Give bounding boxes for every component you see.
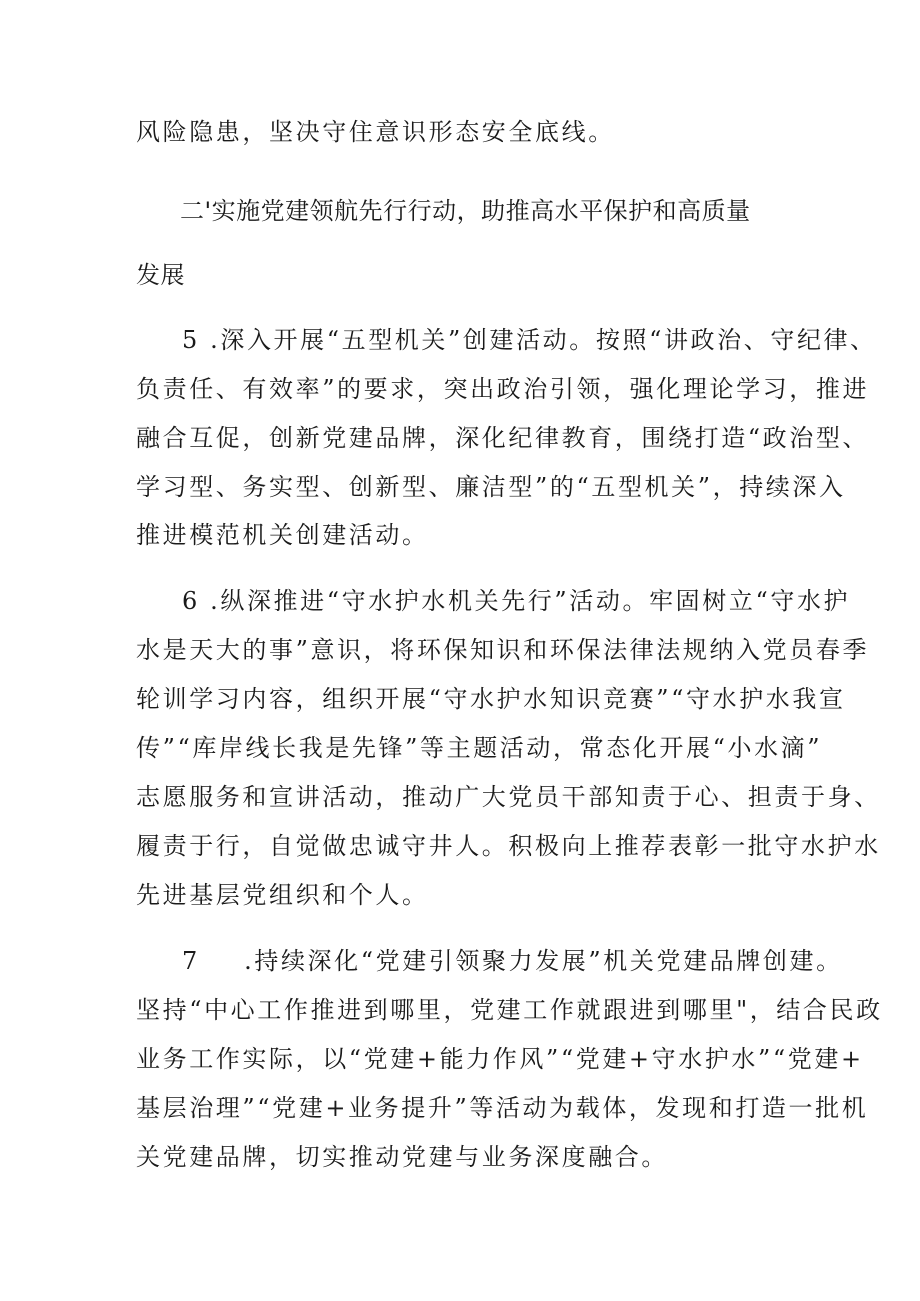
item-5-line: 融合互促，创新党建品牌，深化纪律教育，围绕打造“政治型、 — [136, 424, 870, 452]
item-7-line: 业务工作实际，以“党建+能力作风”“党建+守水护水”“党建+ — [136, 1045, 864, 1073]
section-heading-line-1: 二'实施党建领航先行行动，助推高水平保护和高质量 — [180, 197, 751, 225]
item-6-line: 志愿服务和宣讲活动，推动广大党员干部知责于心、担责于身、 — [136, 783, 881, 811]
item-6-title-text: .纵深推进“守水护水机关先行”活动。牢固树立“守水护 — [210, 587, 851, 615]
item-7-line: 基层治理”“党建+业务提升”等活动为载体，发现和打造一批机 — [136, 1094, 869, 1122]
item-5-first-line — [182, 325, 877, 355]
item-5-title-text: .深入开展“五型机关”创建活动。按照“讲政治、守纪律、 — [210, 326, 877, 354]
item-6-line: 履责于行，自觉做忠诚守井人。积极向上推荐表彰一批守水护水 — [136, 832, 881, 860]
item-7-first-line — [182, 946, 843, 976]
item-number: 7 — [182, 947, 200, 975]
item-5-line: 负责任、有效率”的要求，突出政治引领，强化理论学习，推进 — [136, 375, 870, 403]
item-5-line: 推进模范机关创建活动。 — [136, 521, 429, 549]
item-7-line: 坚持“中心工作推进到哪里，党建工作就跟进到哪里"，结合民政 — [136, 996, 883, 1024]
item-number: 6 — [182, 587, 200, 615]
item-number: 5 — [182, 326, 200, 354]
item-5-line: 学习型、务实型、创新型、廉洁型”的“五型机关”，持续深入 — [136, 473, 846, 501]
item-6-line: 轮训学习内容，组织开展“守水护水知识竞赛”“守水护水我宣 — [136, 685, 846, 713]
section-heading-line-2: 发展 — [136, 261, 185, 289]
intro-tail-line: 风险隐患，坚决守住意识形态安全底线。 — [136, 118, 615, 146]
item-6-line: 水是天大的事”意识，将环保知识和环保法律法规纳入党员春季 — [136, 636, 870, 664]
item-7-title-text: .持续深化“党建引领聚力发展”机关党建品牌创建。 — [244, 947, 843, 975]
item-6-line: 传”“库岸线长我是先锋”等主题活动，常态化开展“小水滴” — [136, 734, 823, 762]
item-7-line: 关党建品牌，切实推动党建与业务深度融合。 — [136, 1143, 668, 1171]
item-6-line: 先进基层党组织和个人。 — [136, 881, 429, 909]
item-6-first-line — [182, 586, 850, 616]
